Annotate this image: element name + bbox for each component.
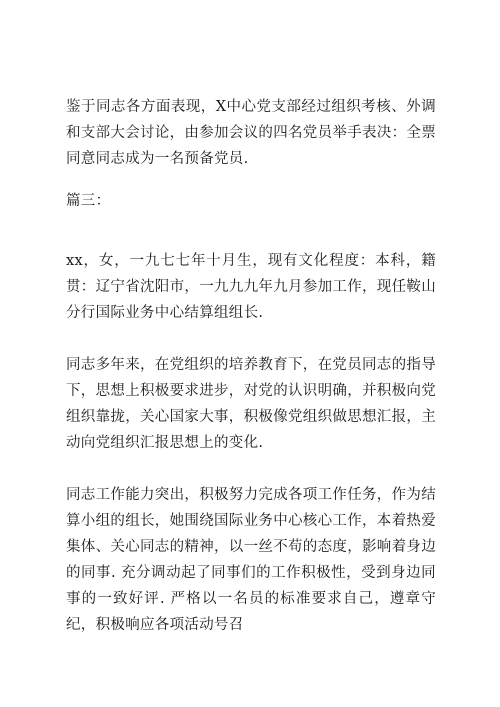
- paragraph-political-attitude: 同志多年来，在党组织的培养教育下，在党员同志的指导下，思想上积极要求进步，对党的认识明确，并积极向党组织靠拢，关心国家大事，积极像党组织做思想汇报，主动向党组织汇报思想上的变化.: [66, 357, 436, 451]
- paragraph-personal-info: xx，女，一九七七年十月生，现有文化程度：本科，籍贯：辽宁省沈阳市，一九九九年九月参加工作，现任鞍山分行国际业务中心结算组组长.: [66, 253, 436, 321]
- section-heading-part-three: 篇三：: [66, 193, 111, 209]
- paragraph-work-performance: 同志工作能力突出，积极努力完成各项工作任务，作为结算小组的组长，她围绕国际业务中心核心工作，本着热爱集体、关心同志的精神，以一丝不苟的态度，影响着身边的同事. 充分调动起了同事们的工作积极性，受到身边同事的一致好评. 严格以一名员的标准要求自己，遵章守纪，积极响应各项活动号召: [66, 487, 436, 633]
- paragraph-probationary-approval: 鉴于同志各方面表现，X中心党支部经过组织考核、外调和支部大会讨论，由参加会议的四名党员举手表决：全票同意同志成为一名预备党员.: [66, 99, 436, 167]
